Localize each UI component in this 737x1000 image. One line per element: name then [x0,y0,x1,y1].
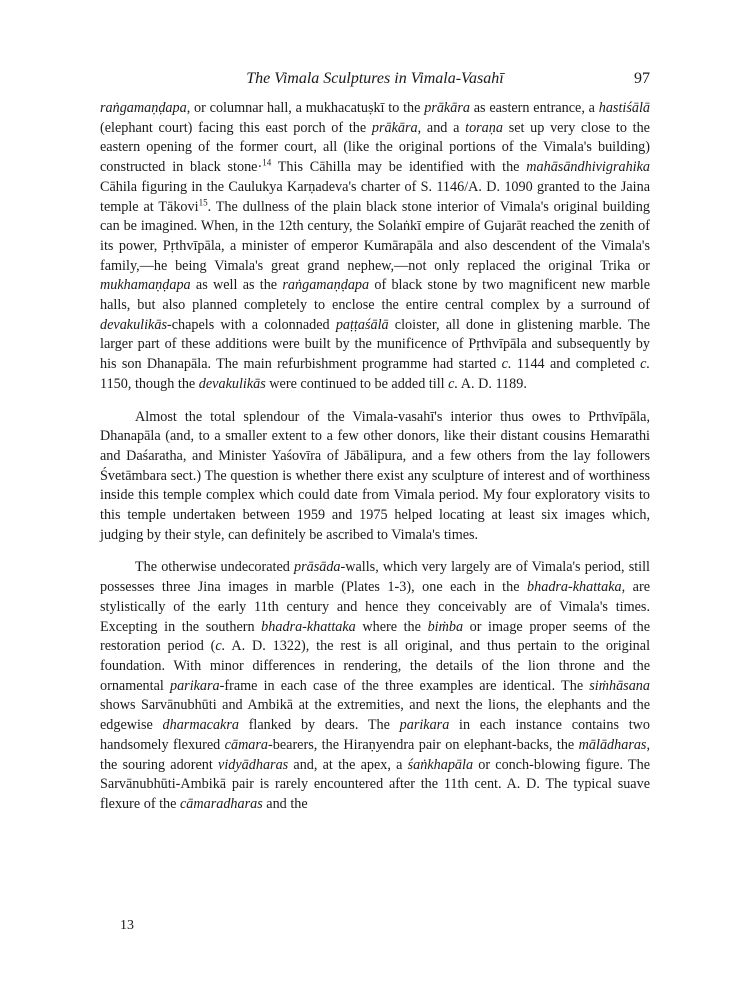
text-run: shows Sarvānubhūti and Ambikā at the extremities, and next the lions, the elephants and the edgewise [100,697,650,734]
italic-term: parikara [169,677,220,694]
text-run: (elephant court) facing this east porch of the [100,119,372,136]
italic-term: biṁba [427,618,464,635]
text-run: or image proper seems of the restoration period ( [100,618,650,655]
text-run: or conch-blowing figure. The Sarvānubhūti-Ambikā pair is rarely encountered after the 11th cent. A. D. The typical suave flexure of the [100,756,651,812]
italic-term: c. [640,356,650,373]
text-run: set up very close to the eastern opening of the former court, all (like the original portions of the Vimala's building) constructed in black stone· [100,119,650,176]
text-run: Almost the total splendour of the Vimala-vasahī's interior thus owes to Prthvīpāla, Dhanapāla (and, to a smaller extent to a few other donors, like their distant cousins Hemarathi and Daśaratha, and Minister Yaśovīra of Jābālipura, and a few others from the lay followers Śvetāmbara sect.) The question is whether there exist any sculpture of interest and of worthiness inside this temple complex which could date from Vimala period. My four exploratory visits to this temple undertaken between 1959 and 1975 helped locating at least six images which, judging by their style, can definitely be ascribed to Vimala's times. [100,408,650,543]
paragraph [100,99,650,395]
italic-term: bhadra-khattaka [261,618,356,635]
italic-term: cāmara [224,736,269,753]
italic-term: c. [448,375,459,392]
text-run: This Cāhilla may be identified with the [271,159,527,176]
text-run: 1144 and completed [511,356,641,373]
text-run: and, at the apex, a [288,756,408,773]
footnote-ref: 14 [262,157,272,168]
text-run: -walls, which very largely are of Vimala's period, still possesses three Jina images in marble (Plates 1-3), one each in the [100,559,650,596]
italic-term: paṭṭaśālā [335,316,389,333]
text-run: as well as the [190,277,283,294]
page-header [100,70,650,94]
italic-term: devakulikās [100,316,167,333]
text-run: Cāhila figuring in the Caulukya Karṇadeva's charter of S. 1146/A. D. 1090 granted to the Jaina temple at Tākovi [100,178,650,215]
italic-term: prākāra [424,100,470,116]
text-run: -bearers, the Hiraṇyendra pair on elephant-backs, the [268,736,579,753]
running-title: The Vimala Sculptures in Vimala-Vasahī [246,70,504,87]
italic-term: bhadra-khattaka [527,579,622,596]
text-run: in each instance contains two handsomely flexured [100,717,650,753]
page-number: 97 [634,70,650,87]
text-run: -chapels with a colonnaded [166,316,336,333]
italic-term: śaṅkhapāla [407,756,474,773]
italic-term: dharmacakra [162,717,239,734]
italic-term: mahāsāndhivigrahika [526,159,651,176]
text-run: -frame in each case of the three examples are identical. The [219,677,590,694]
italic-term: mukhamaṇḍapa [100,277,191,294]
text-run: A. D. 1189. [458,375,527,392]
italic-term: hastiśālā [598,100,650,116]
italic-term: vidyādharas [218,756,289,773]
footnote-ref: 15 [198,196,208,207]
text-run: were continued to be added till [265,375,449,392]
italic-term: toraṇa [465,119,503,136]
italic-term: c. [215,638,226,655]
italic-term: prākāra [371,119,418,136]
italic-term: devakulikās [198,375,266,392]
italic-term: cāmaradharas [179,795,263,812]
text-run: of black stone by two magnificent new marble halls, but also planned completely to enclose the entire central complex by a surround of [100,277,650,314]
italic-term: raṅgamaṇḍapa [100,100,187,116]
text-run: The otherwise undecorated [135,559,295,576]
text-run: cloister, all done in glistening marble. The larger part of these additions were built by the munificence of Pṛthvīpāla and subsequently by his son Dhanapāla. The main refurbishment programme had started [100,316,651,373]
text-run: and the [262,795,308,812]
paragraph [100,408,650,546]
italic-term: mālādharas [578,736,647,753]
body-text [100,99,650,815]
text-run: , are stylistically of the early 11th century and hence they conceivably are of Vimala's times. Excepting in the southern [100,579,650,635]
text-run: , and a [417,119,466,136]
text-run: , the souring adorent [100,736,650,773]
italic-term: parikara [399,717,450,734]
text-run: where the [355,618,428,635]
italic-term: prāsāda [294,559,341,576]
signature-number: 13 [120,918,134,933]
text-run: . The dullness of the plain black stone interior of Vimala's original building can be imagined. When, in the 12th century, the Solaṅkī empire of Gujarāt reached the zenith of its power, Pṛthvīpāla, a minister of emperor Kumārapāla and also descendent of the Vimala's family,—he being Vimala's great grand nephew,—not only replaced the original Trika or [100,198,650,274]
text-run: A. D. 1322), the rest is all original, and thus pertain to the original foundation. With minor differences in rendering, the details of the lion throne and the ornamental [100,638,651,694]
paragraph [100,558,650,814]
text-run: flanked by dears. The [238,717,400,734]
text-run: , or columnar hall, a mukhacatuṣkī to the [186,100,425,116]
italic-term: raṅgamaṇḍapa [282,277,370,294]
text-run: as eastern entrance, a [469,100,599,116]
italic-term: c. [501,356,512,373]
italic-term: siṁhāsana [589,677,650,694]
text-run: 1150, though the [100,375,199,392]
